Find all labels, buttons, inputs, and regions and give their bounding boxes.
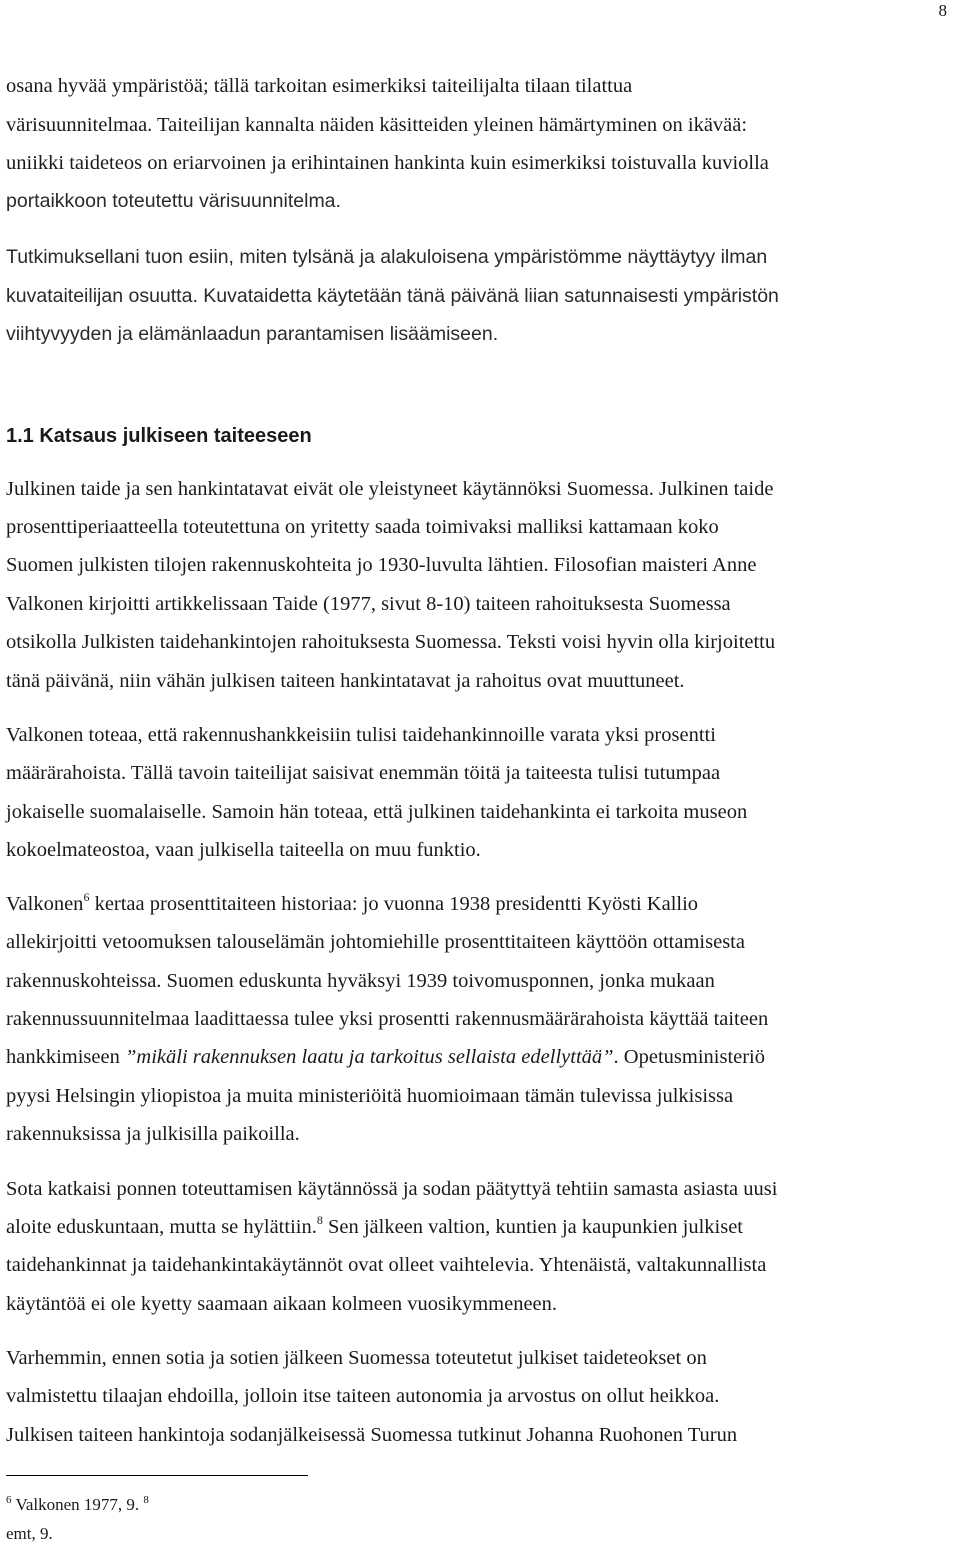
footnote-divider [6,1475,308,1476]
footnote-mark: 6 [6,1494,12,1506]
text-line [6,1044,765,1070]
text-line: osana hyvää ympäristöä; tällä tarkoitan esimerkiksi taiteilijalta tilaan tilattua [6,75,633,97]
footnote-ref[interactable]: 8 [316,1213,323,1227]
text-line: jokaiselle suomalaiselle. Samoin hän toteaa, että julkinen taidehankinta ei tarkoita museon [6,801,748,823]
footnote-ref[interactable]: 6 [83,890,90,904]
text-line: Suomen julkisten tilojen rakennuskohteita jo 1930-luvulta lähtien. Filosofian maisteri Anne [6,554,757,576]
footnote [6,1494,149,1518]
text-fragment: hankkimiseen [6,1046,125,1068]
text-line: määrärahoista. Tällä tavoin taiteilijat saisivat enemmän töitä ja taiteesta tulisi tutumpaa [6,762,721,784]
footnote-text: Valkonen 1977, 9. [11,1495,144,1514]
text-fragment: Sen jälkeen valtion, kuntien ja kaupunkien julkiset [322,1216,744,1238]
text-line: Tutkimuksellani tuon esiin, miten tylsänä ja alakuloisena ympäristömme näyttäytyy ilman [6,246,768,268]
text-line: rakennuksissa ja julkisilla paikoilla. [6,1123,300,1145]
text-line: portaikkoon toteutettu värisuunnitelma. [6,190,341,212]
section-heading: 1.1 Katsaus julkiseen taiteeseen [6,425,312,447]
text-fragment: kertaa prosenttitaiteen historiaa: jo vuonna 1938 presidentti Kyösti Kallio [89,893,699,915]
text-line: allekirjoitti vetoomuksen talouselämän johtomiehille prosenttitaiteen käyttöön ottamisesta [6,931,745,953]
text-fragment: aloite eduskuntaan, mutta se hylättiin. [6,1216,317,1238]
text-line: rakennussuunnitelmaa laadittaessa tulee yksi prosentti rakennusmäärärahoista käyttää taiteen [6,1008,769,1030]
text-line [6,891,698,919]
text-line: tänä päivänä, niin vähän julkisen taiteen hankintatavat ja rahoitus ovat muuttuneet. [6,670,685,692]
text-line: Julkinen taide ja sen hankintatavat eivät ole yleistyneet käytännöksi Suomessa. Julkinen taide [6,478,774,500]
text-line: prosenttiperiaatteella toteutettuna on yritetty saada toimivaksi malliksi kattamaan koko [6,516,719,538]
text-line: Valkonen kirjoitti artikkelissaan Taide (1977, sivut 8-10) taiteen rahoituksesta Suomessa [6,593,731,615]
text-line: uniikki taideteos on eriarvoinen ja erihintainen hankinta kuin esimerkiksi toistuvalla kuviolla [6,152,769,174]
text-line: Julkisen taiteen hankintoja sodanjälkeisessä Suomessa tutkinut Johanna Ruohonen Turun [6,1424,738,1446]
text-line: käytäntöä ei ole kyetty saamaan aikaan kolmeen vuosikymmeneen. [6,1293,558,1315]
text-fragment: . Opetusministeriö [613,1046,766,1068]
text-line: taidehankinnat ja taidehankintakäytännöt ovat olleet vaihtelevia. Yhtenäistä, valtakunnallista [6,1254,767,1276]
footnote-mark: 8 [143,1494,149,1506]
text-line: värisuunnitelmaa. Taiteilijan kannalta näiden käsitteiden yleinen hämärtyminen on ikävää: [6,114,748,136]
page-number: 8 [938,1,947,20]
text-line: pyysi Helsingin yliopistoa ja muita ministeriöitä huomioimaan tämän tulevissa julkisissa [6,1085,734,1107]
text-line: valmistettu tilaajan ehdoilla, jolloin itse taiteen autonomia ja arvostus on ollut heikkoa. [6,1385,720,1407]
footnote: emt, 9. [6,1524,53,1543]
text-line [6,1214,743,1242]
text-line: kuvataiteilijan osuutta. Kuvataidetta käytetään tänä päivänä liian satunnaisesti ympäristön [6,285,779,307]
text-fragment: Valkonen [6,893,84,915]
text-line: otsikolla Julkisten taidehankintojen rahoituksesta Suomessa. Teksti voisi hyvin olla kirjoitettu [6,631,776,653]
text-line: rakennuskohteissa. Suomen eduskunta hyväksyi 1939 toivomusponnen, jonka mukaan [6,970,715,992]
text-line: Varhemmin, ennen sotia ja sotien jälkeen Suomessa toteutetut julkiset taideteokset on [6,1347,707,1369]
text-line: viihtyvyyden ja elämänlaadun parantamisen lisäämiseen. [6,323,499,345]
text-line: kokoelmateostoa, vaan julkisella taiteella on muu funktio. [6,839,481,861]
text-line: Valkonen toteaa, että rakennushankkeisiin tulisi taidehankinnoille varata yksi prosentti [6,724,716,746]
text-line: Sota katkaisi ponnen toteuttamisen käytännössä ja sodan päätyttyä tehtiin samasta asiasta uusi [6,1178,778,1200]
italic-quote: ”mikäli rakennuksen laatu ja tarkoitus sellaista edellyttää” [125,1046,614,1068]
